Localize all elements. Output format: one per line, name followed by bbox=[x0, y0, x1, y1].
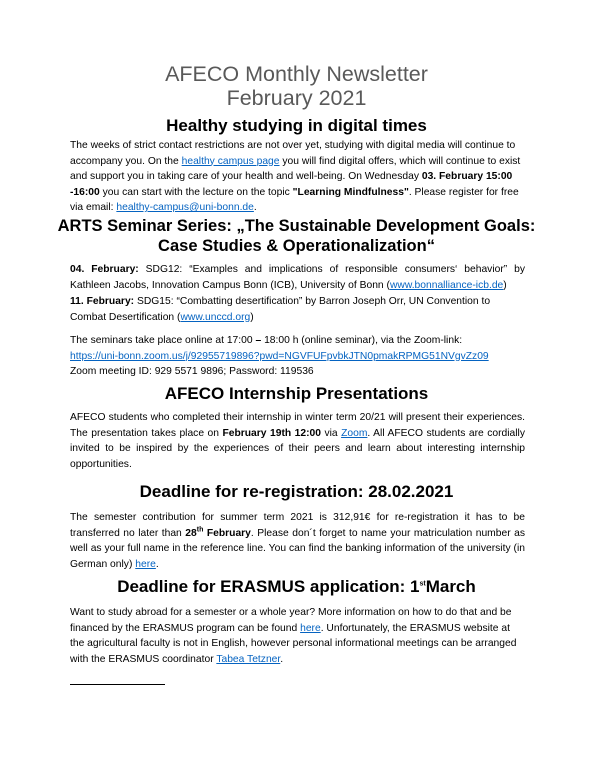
title-date: February 2021 bbox=[226, 86, 367, 110]
zoom-schedule bbox=[70, 333, 525, 349]
seminar-date: 04. February: bbox=[70, 264, 139, 275]
title-text: AFECO Monthly Newsletter bbox=[165, 62, 428, 86]
text-run: . Unfortunately, the ERASMUS website at the agricultural faculty is not in English, however personal informational meetings can be arranged with the ERASMUS coordinator bbox=[70, 622, 517, 665]
text-run: – bbox=[255, 335, 262, 346]
healthy-campus-email-link[interactable]: healthy-campus@uni-bonn.de bbox=[116, 202, 254, 213]
ordinal-suffix: st bbox=[419, 580, 426, 588]
ordinal-suffix: th bbox=[196, 526, 204, 534]
heading-healthy-studying: Healthy studying in digital times bbox=[166, 116, 427, 135]
text-run: . bbox=[280, 653, 284, 665]
zoom-info bbox=[70, 333, 525, 380]
healthy-studying-paragraph bbox=[70, 138, 525, 216]
zoom-meeting-link[interactable]: https://uni-bonn.zoom.us/j/92955719896?pwd=NGVFUFpvbkJTN0pmakRPMG51NVgvZz09 bbox=[70, 350, 489, 362]
presentation-datetime: February 19th 12:00 bbox=[222, 427, 321, 439]
heading-line: Case Studies & Operationalization“ bbox=[158, 237, 435, 255]
text-run: . All AFECO students are cordially invited to be inspired by the experiences of their peers and learn about interesting internship opportunities. bbox=[70, 427, 525, 470]
heading-erasmus-deadline bbox=[0, 577, 593, 597]
heading-reregistration: Deadline for re-registration: 28.02.2021 bbox=[139, 482, 454, 501]
lecture-topic: "Learning Mindfulness" bbox=[292, 186, 409, 198]
text-run: SDG12: “Examples and implications of responsible consumers‘ behavior” by Kathleen Jacobs, Innovation Campus Bonn (ICB), University of Bonn ( bbox=[70, 264, 525, 291]
seminar-entry-sdg12 bbox=[70, 262, 525, 293]
internship-paragraph bbox=[70, 410, 525, 472]
newsletter-title bbox=[0, 62, 593, 110]
text-run: . bbox=[155, 558, 159, 570]
bonnalliance-link[interactable]: www.bonnalliance-icb.de bbox=[389, 279, 504, 291]
text-run: . bbox=[253, 202, 257, 213]
banking-info-link[interactable]: here bbox=[135, 558, 156, 570]
text-run: you can start with the lecture on the topic bbox=[99, 186, 293, 198]
text-run: Deadline for ERASMUS application: 1 bbox=[117, 577, 420, 596]
text-run: . Please register for free via email: bbox=[70, 186, 519, 213]
erasmus-info-link[interactable]: here bbox=[300, 622, 321, 634]
text-run: via bbox=[320, 427, 342, 439]
text-run: SDG15: “Combatting desertification” by Barron Joseph Orr, UN Convention to Combat Desertification ( bbox=[70, 296, 491, 323]
heading-internship-presentations: AFECO Internship Presentations bbox=[164, 384, 429, 403]
text-run: you will find digital offers, which will continue to exist and support you in taking care of your health and well-being. On Wednesday bbox=[70, 155, 521, 182]
zoom-link[interactable]: Zoom bbox=[341, 427, 368, 439]
text-run: 18:00 h (online seminar), via the Zoom-link: bbox=[261, 335, 463, 346]
event-datetime: 03. February 15:00 -16:00 bbox=[70, 171, 513, 198]
heading-arts-seminar bbox=[0, 216, 593, 256]
zoom-meeting-credentials: Zoom meeting ID: 929 5571 9896; Password: 119536 bbox=[70, 366, 314, 377]
seminar-entry-sdg15 bbox=[70, 294, 525, 325]
text-run: . Please don´t forget to name your matriculation number as well as your full name in the reference line. You can find the banking information of the university (in German only) bbox=[70, 527, 525, 570]
erasmus-coordinator-link[interactable]: Tabea Tetzner bbox=[216, 653, 281, 665]
footnote-divider bbox=[70, 684, 165, 685]
healthy-campus-link[interactable]: healthy campus page bbox=[181, 155, 280, 167]
text-run: 28 bbox=[185, 527, 197, 539]
text-run: March bbox=[425, 577, 476, 596]
reregistration-paragraph bbox=[70, 510, 525, 572]
text-run: ) bbox=[503, 279, 507, 291]
text-run: Want to study abroad for a semester or a whole year? More information on how to do that and be financed by the ERASMUS program can be found bbox=[70, 607, 512, 634]
text-run: The seminars take place online at 17:00 bbox=[70, 335, 256, 346]
text-run: The semester contribution for summer term 2021 is 312,91€ for re-registration it has to be transferred no later than bbox=[70, 512, 525, 539]
text-run: ) bbox=[250, 311, 254, 323]
unccd-link[interactable]: www.unccd.org bbox=[180, 311, 251, 323]
erasmus-paragraph bbox=[70, 605, 525, 667]
seminar-date: 11. February: bbox=[70, 296, 135, 307]
text-run: AFECO students who completed their internship in winter term 20/21 will present their experiences. The presentation takes place on bbox=[70, 412, 525, 439]
deadline-date bbox=[185, 528, 251, 539]
heading-line: ARTS Seminar Series: „The Sustainable Development Goals: bbox=[57, 217, 536, 235]
text-run: The weeks of strict contact restrictions are not over yet, studying with digital media will continue to accompany you. On the bbox=[70, 140, 516, 167]
text-run: February bbox=[203, 527, 251, 539]
